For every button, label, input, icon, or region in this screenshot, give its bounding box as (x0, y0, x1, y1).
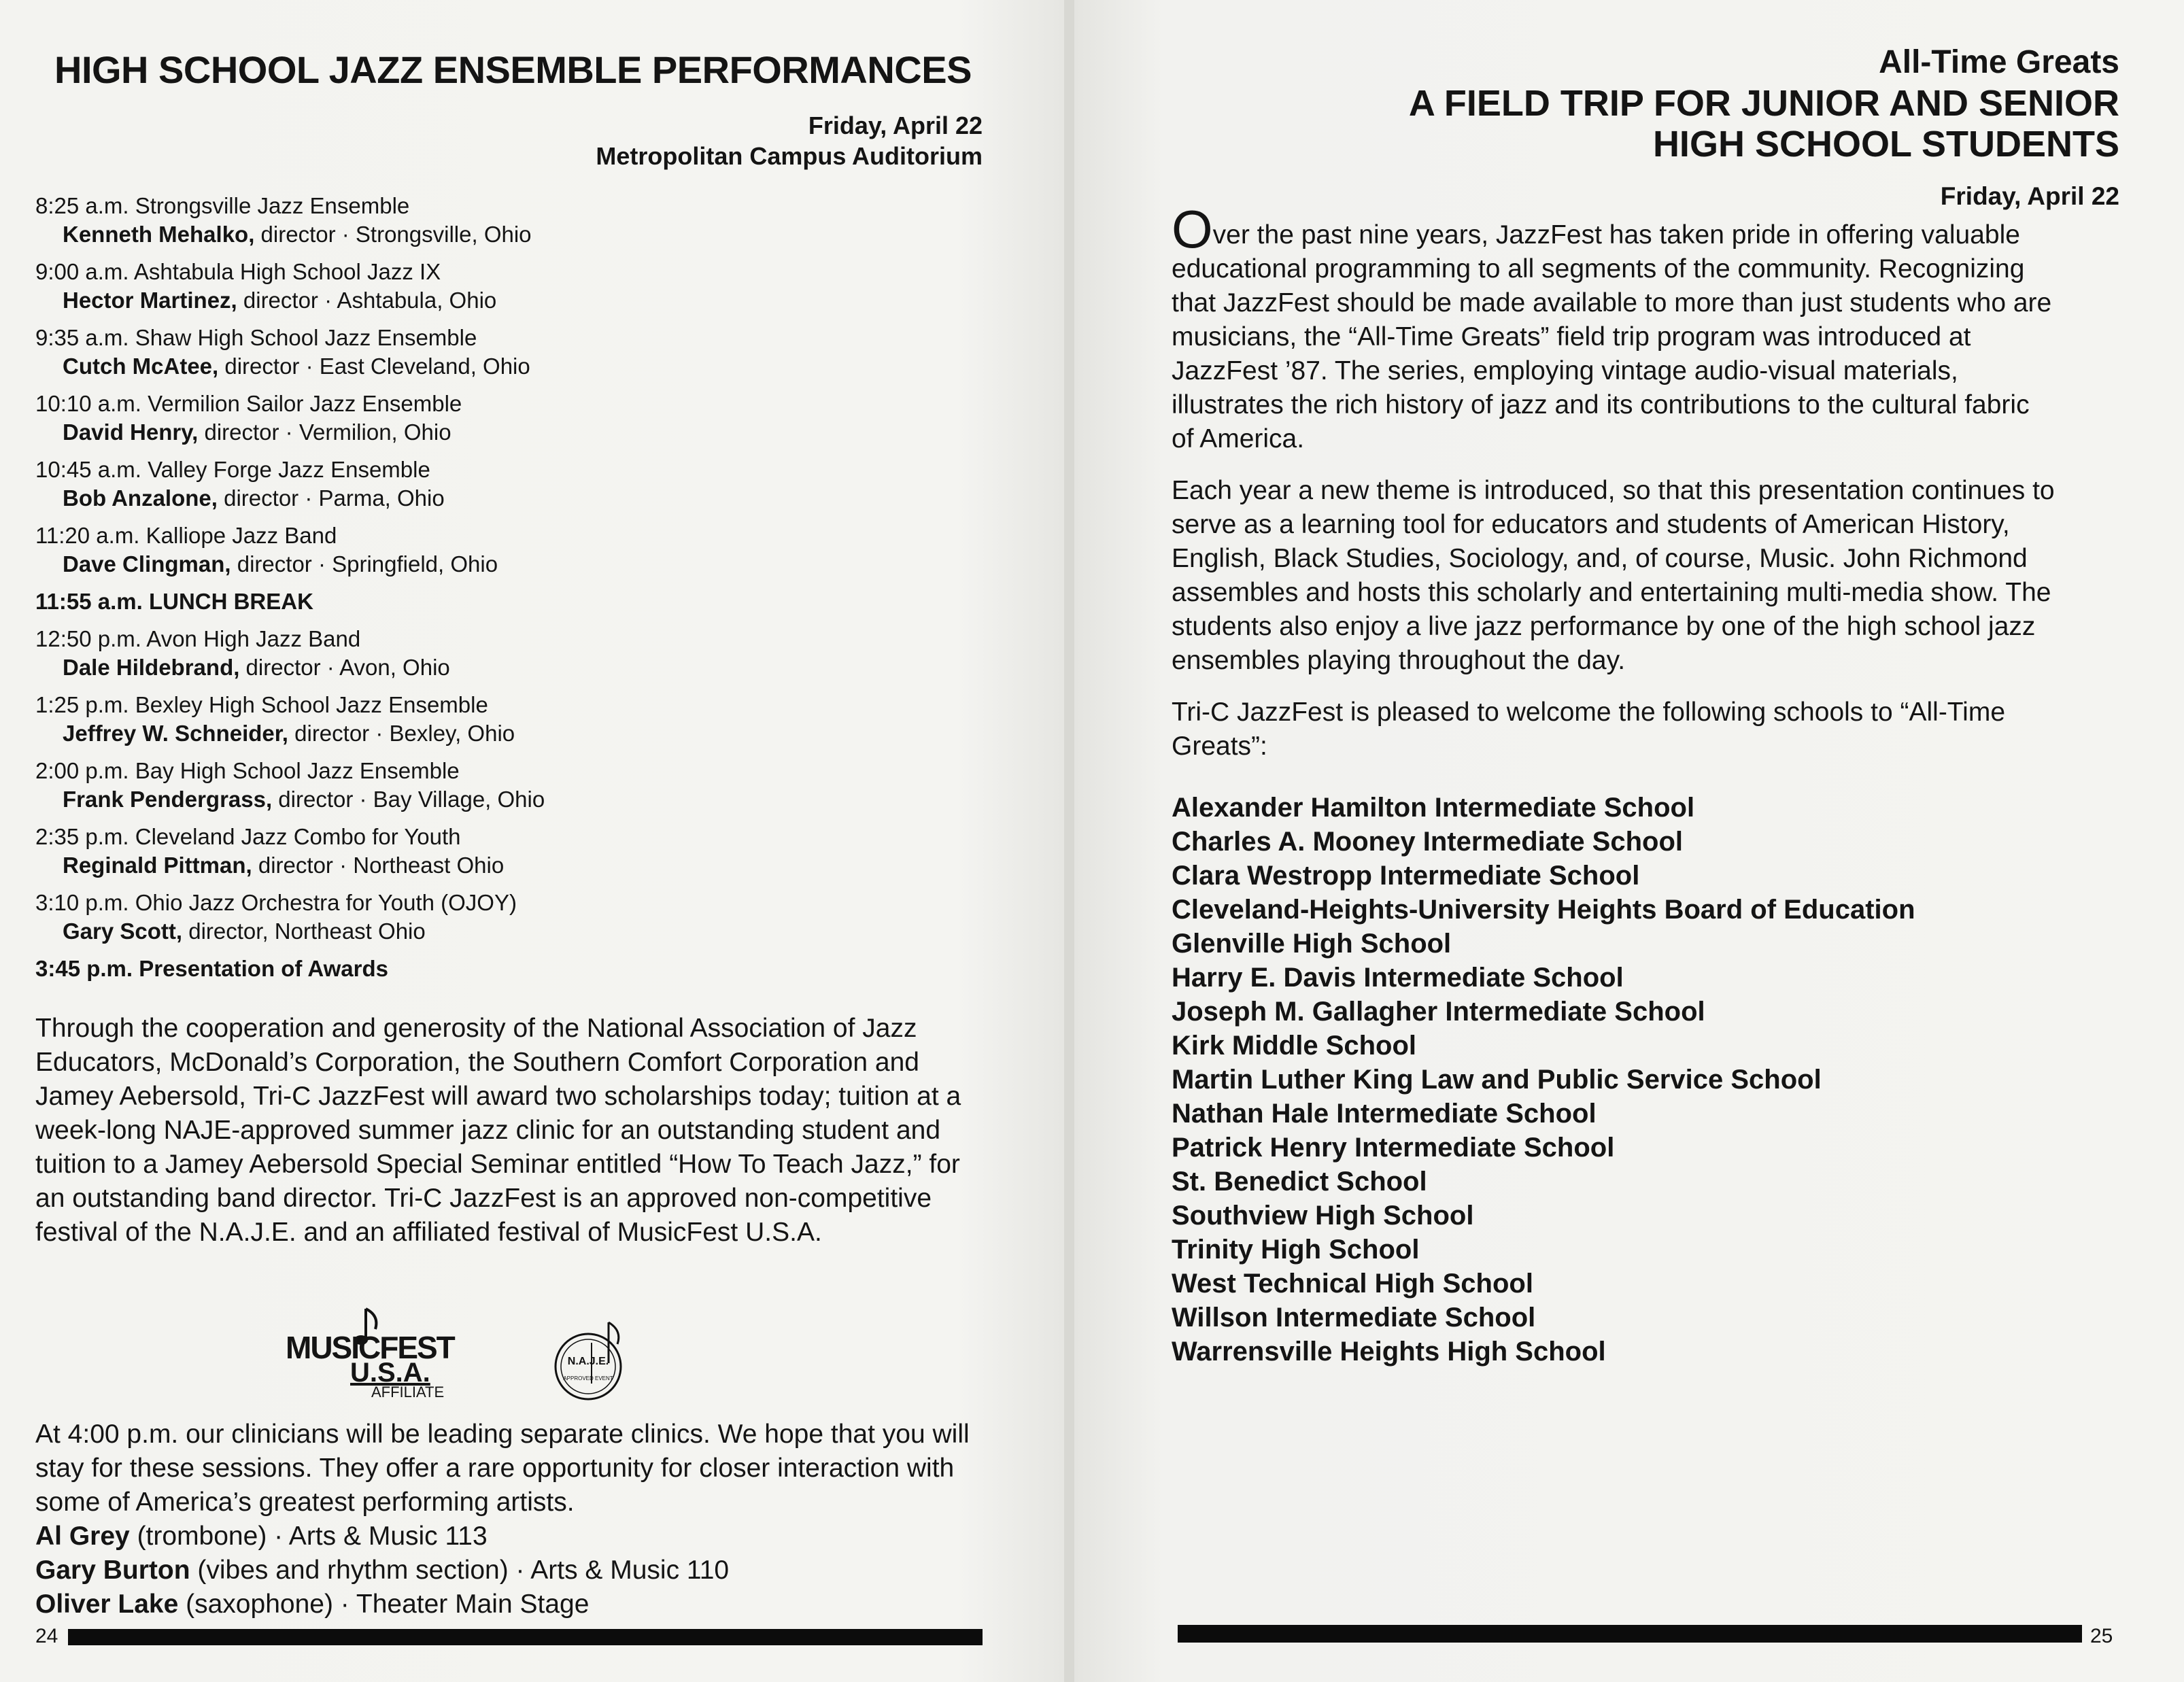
schedule-afternoon (35, 625, 987, 946)
clinic-detail: (trombone) · Arts & Music 113 (129, 1522, 488, 1551)
school-item: Willson Intermediate School (1172, 1303, 1536, 1333)
right-heading (1409, 42, 2119, 165)
director-name: Hector Martinez, (63, 288, 237, 313)
school-item: Joseph M. Gallagher Intermediate School (1172, 997, 1705, 1027)
schedule-time-band: 1:25 p.m. Bexley High School Jazz Ensemble (35, 692, 488, 717)
schedule-director (35, 653, 987, 682)
director-name: Bob Anzalone, (63, 485, 218, 511)
event-date-venue (596, 110, 983, 171)
schedule-entry (35, 390, 987, 447)
page-number-left: 24 (35, 1625, 58, 1647)
school-item: West Technical High School (1172, 1269, 1533, 1299)
schedule-time-band: 12:50 p.m. Avon High Jazz Band (35, 626, 361, 651)
clinics-list (35, 1520, 987, 1621)
director-name: Cutch McAtee, (63, 354, 219, 379)
school-item: Nathan Hale Intermediate School (1172, 1099, 1597, 1129)
schedule-time-band: 9:00 a.m. Ashtabula High School Jazz IX (35, 259, 441, 284)
schedule-director (35, 418, 987, 447)
director-name: Frank Pendergrass, (63, 787, 273, 812)
director-name: Jeffrey W. Schneider, (63, 721, 288, 746)
lunch-break: 11:55 a.m. LUNCH BREAK (35, 589, 313, 614)
field-trip-date: Friday, April 22 (1940, 182, 2119, 210)
school-item: Cleveland-Heights-University Heights Board of Education (1172, 895, 1915, 925)
schedule-entry (35, 456, 987, 513)
book-gutter (1064, 0, 1074, 1682)
schedule-director (35, 785, 987, 814)
director-location: director · Vermilion, Ohio (198, 419, 451, 445)
director-name: David Henry, (63, 419, 199, 445)
schedule-director (35, 917, 987, 946)
school-item: Glenville High School (1172, 929, 1452, 959)
field-trip-body (1172, 199, 2055, 781)
schedule-time-band: 2:35 p.m. Cleveland Jazz Combo for Youth (35, 824, 461, 849)
schedule-time-band: 2:00 p.m. Bay High School Jazz Ensemble (35, 758, 460, 783)
school-item: Patrick Henry Intermediate School (1172, 1133, 1615, 1163)
school-item: Martin Luther King Law and Public Service School (1172, 1065, 1822, 1095)
schedule-morning (35, 192, 987, 579)
schedule-director (35, 286, 987, 315)
event-venue: Metropolitan Campus Auditorium (596, 142, 983, 170)
schedule-entry (35, 625, 987, 682)
schedule-entry (35, 823, 987, 880)
clinician-name: Oliver Lake (35, 1590, 179, 1619)
section-subtitle-line2: HIGH SCHOOL STUDENTS (1652, 124, 2119, 165)
awards-heading: 3:45 p.m. Presentation of Awards (35, 956, 388, 981)
page-number-right: 25 (2090, 1625, 2113, 1647)
musicfest-usa-logo (286, 1309, 476, 1401)
school-item: Southview High School (1172, 1201, 1474, 1231)
schedule-director (35, 484, 987, 513)
director-location: director · Avon, Ohio (239, 655, 450, 680)
naje-text: N.A.J.E. (567, 1356, 609, 1367)
director-name: Reginald Pittman, (63, 853, 252, 878)
intro-paragraph: Over the past nine years, JazzFest has taken pride in offering valuable educational programming to all segments of the community. Recognizing that JazzFest should be made available to more than just students who are musicians, the “All-Time Greats” field trip program was introduced at JazzFest ’87. The series, employing vintage audio-visual materials, illustrates the rich history of jazz and its contributions to the cultural fabric of America. (1172, 199, 2052, 453)
schedule-director (35, 851, 987, 880)
director-location: director · East Cleveland, Ohio (218, 354, 530, 379)
school-item: Harry E. Davis Intermediate School (1172, 963, 1624, 993)
schedule-entry (35, 258, 987, 315)
clinic-item (35, 1554, 987, 1587)
drop-cap: O (1172, 199, 1213, 259)
director-location: director · Strongsville, Ohio (254, 222, 532, 247)
schedule-time-band: 8:25 a.m. Strongsville Jazz Ensemble (35, 193, 410, 218)
director-name: Dale Hildebrand, (63, 655, 240, 680)
page-title: HIGH SCHOOL JAZZ ENSEMBLE PERFORMANCES (54, 48, 972, 91)
school-item: Trinity High School (1172, 1235, 1420, 1265)
section-subtitle-line1: A FIELD TRIP FOR JUNIOR AND SENIOR (1408, 83, 2119, 124)
schedule-director (35, 719, 987, 748)
director-location: director, Northeast Ohio (182, 919, 426, 944)
schedule-entry (35, 521, 987, 579)
director-name: Gary Scott, (63, 919, 183, 944)
school-item: Warrensville Heights High School (1172, 1337, 1606, 1367)
schedule-time-band: 9:35 a.m. Shaw High School Jazz Ensemble (35, 325, 477, 350)
footer-rule-right (1178, 1625, 2082, 1643)
schedule-entry (35, 192, 987, 249)
director-location: director · Bay Village, Ohio (272, 787, 545, 812)
school-item: Charles A. Mooney Intermediate School (1172, 827, 1684, 857)
schedule-time-band: 11:20 a.m. Kalliope Jazz Band (35, 523, 337, 548)
musicfest-wordmark: MUSICFEST (286, 1330, 454, 1365)
musicfest-affiliate: AFFILIATE (371, 1384, 445, 1401)
footer-rule-left (68, 1629, 983, 1645)
director-location: director · Parma, Ohio (217, 485, 445, 511)
schedule-entry (35, 691, 987, 748)
director-location: director · Ashtabula, Ohio (237, 288, 497, 313)
welcome-paragraph: Tri-C JazzFest is pleased to welcome the following schools to “All-Time Greats”: (1172, 698, 2006, 761)
theme-paragraph: Each year a new theme is introduced, so that this presentation continues to serve as a learning tool for educators and students of American History, English, Black Studies, Sociology, and, of course, Music. John Richmond assembles and hosts this scholarly and entertaining multi-media show. The students also enjoy a live jazz performance by one of the high school jazz ensembles playing throughout the day. (1172, 476, 2055, 675)
musicfest-usa: U.S.A. (350, 1358, 430, 1388)
naje-subtext: APPROVED EVENT (563, 1375, 613, 1381)
schedule-director (35, 220, 987, 249)
school-item: St. Benedict School (1172, 1167, 1427, 1197)
director-name: Dave Clingman, (63, 551, 231, 577)
clinic-detail: (saxophone) · Theater Main Stage (178, 1590, 590, 1619)
naje-approved-logo (551, 1316, 632, 1404)
schedule-director (35, 352, 987, 381)
clinician-name: Al Grey (35, 1522, 130, 1551)
school-item: Kirk Middle School (1172, 1031, 1417, 1061)
schools-list (1172, 791, 2055, 1369)
schedule-entry (35, 889, 987, 946)
schedule-director (35, 550, 987, 579)
left-page (0, 0, 1064, 1682)
clinician-name: Gary Burton (35, 1556, 190, 1585)
director-location: director · Springfield, Ohio (231, 551, 498, 577)
clinics-paragraph: At 4:00 p.m. our clinicians will be leading separate clinics. We hope that you will stay for these sessions. They offer a rare opportunity for closer interaction with some of America’s greatest performing artists. (35, 1420, 970, 1517)
event-date: Friday, April 22 (808, 111, 983, 139)
schedule-time-band: 3:10 p.m. Ohio Jazz Orchestra for Youth (OJOY) (35, 890, 517, 915)
director-name: Kenneth Mehalko, (63, 222, 255, 247)
schedule-time-band: 10:10 a.m. Vermilion Sailor Jazz Ensemble (35, 391, 462, 416)
director-location: director · Northeast Ohio (252, 853, 505, 878)
schedule-entry (35, 324, 987, 381)
director-location: director · Bexley, Ohio (288, 721, 515, 746)
school-item: Alexander Hamilton Intermediate School (1172, 793, 1695, 823)
clinic-detail: (vibes and rhythm section) · Arts & Music 110 (190, 1556, 730, 1585)
school-item: Clara Westropp Intermediate School (1172, 861, 1640, 891)
section-title: All-Time Greats (1879, 44, 2119, 80)
performance-schedule (35, 192, 987, 983)
clinic-item (35, 1587, 987, 1621)
schedule-entry (35, 757, 987, 814)
awards-paragraph: Through the cooperation and generosity of the National Association of Jazz Educators, McDonald’s Corporation, the Southern Comfort Corporation and Jamey Aebersold, Tri-C JazzFest will award two scholarships today; tuition at a week-long NAJE-approved summer jazz clinic for an outstanding student and tuition to a Jamey Aebersold Special Seminar entitled “How To Teach Jazz,” for an outstanding band director. Tri-C JazzFest is an approved non-competitive festival of the N.A.J.E. and an affiliated festival of MusicFest U.S.A. (35, 1014, 961, 1247)
clinic-item (35, 1520, 987, 1554)
schedule-time-band: 10:45 a.m. Valley Forge Jazz Ensemble (35, 457, 430, 482)
